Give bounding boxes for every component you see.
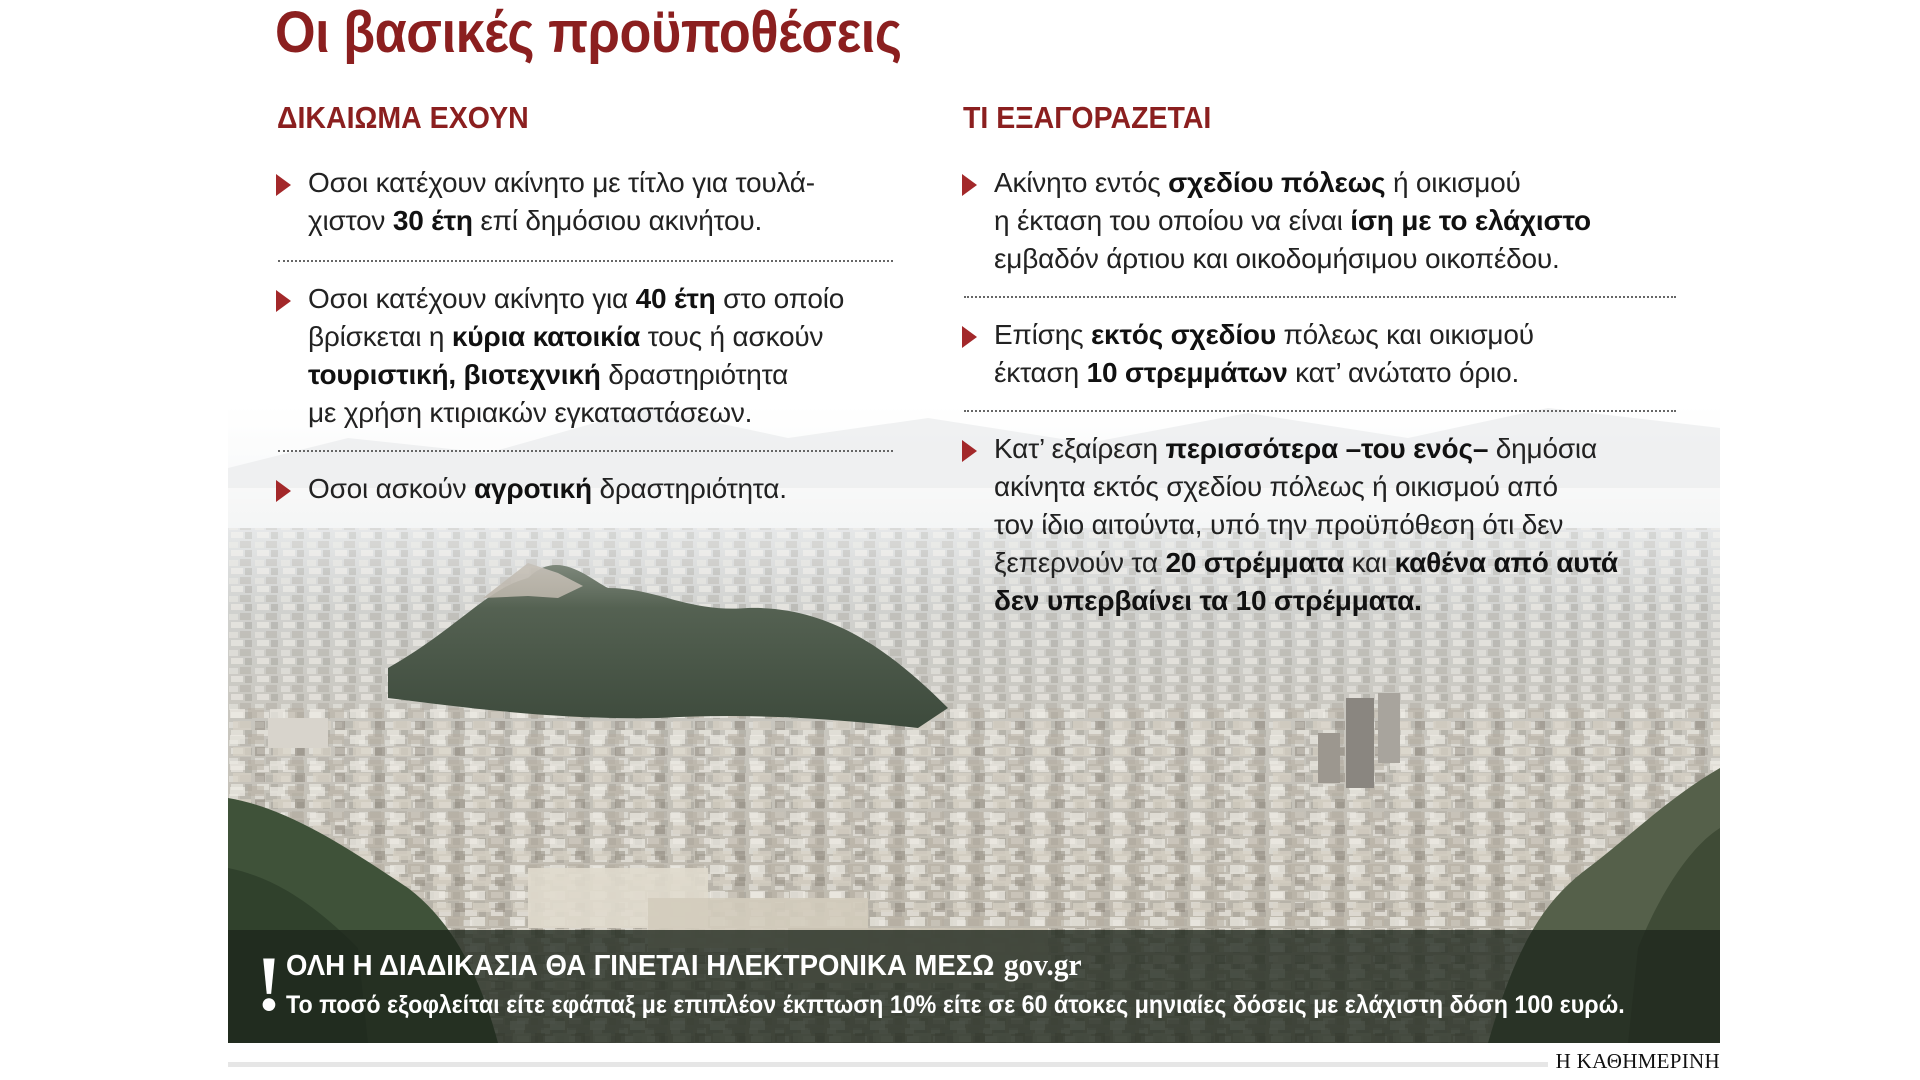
emphasis-text: 20 στρέμματα <box>1165 547 1344 578</box>
eligibility-item <box>308 470 787 508</box>
divider <box>278 450 893 452</box>
item-line <box>308 318 844 356</box>
item-text: χιστον <box>308 205 393 236</box>
item-line <box>994 354 1534 392</box>
item-text: κατ’ ανώτατο όριο. <box>1287 357 1520 388</box>
emphasis-text: 30 έτη <box>392 205 473 236</box>
page-title: Οι βασικές προϋποθέσεις <box>275 0 902 65</box>
item-text: Οσοι ασκούν <box>308 473 475 504</box>
item-text: δημόσια <box>1488 433 1597 464</box>
item-text: Οσοι κατέχουν ακίνητο για <box>308 283 636 314</box>
item-text: στο οποίο <box>715 283 845 314</box>
item-text: βρίσκεται η <box>308 321 452 352</box>
emphasis-text: καθένα από αυτά <box>1394 547 1618 578</box>
bullet-arrow-icon <box>962 174 977 196</box>
emphasis-text: 10 στρεμμάτων <box>1086 357 1288 388</box>
left-column-heading: ΔΙΚΑΙΩΜΑ ΕΧΟΥΝ <box>277 100 529 135</box>
item-text: έκταση <box>994 357 1087 388</box>
bullet-arrow-icon <box>962 440 977 462</box>
item-text: ή οικισμού <box>1385 167 1521 198</box>
item-text: τον ίδιο αιτούντα, υπό την προϋπόθεση ότι δεν <box>994 509 1564 540</box>
emphasis-text: ίση με το ελάχιστο <box>1350 205 1591 236</box>
item-text: ακίνητα εκτός σχεδίου πόλεως ή οικισμού από <box>994 471 1558 502</box>
item-line <box>308 470 787 508</box>
item-line <box>994 202 1591 240</box>
item-line <box>308 280 844 318</box>
item-text: δραστηριότητα. <box>591 473 787 504</box>
footer-rule <box>228 1062 1548 1067</box>
item-text: και <box>1344 547 1395 578</box>
item-text: επί δημόσιου ακινήτου. <box>472 205 763 236</box>
purchasable-item <box>994 430 1618 620</box>
item-line <box>994 506 1618 544</box>
exclamation-icon: ! <box>256 940 282 1027</box>
eligibility-item <box>308 164 815 240</box>
item-text: Ακίνητο εντός <box>994 167 1169 198</box>
info-banner <box>228 930 1720 1043</box>
bullet-arrow-icon <box>276 174 291 196</box>
divider <box>278 260 893 262</box>
banner-headline <box>286 948 1082 983</box>
emphasis-text: περισσότερα –του ενός– <box>1165 433 1489 464</box>
item-line <box>994 316 1534 354</box>
item-text: τους ή ασκούν <box>640 321 824 352</box>
emphasis-text: αγροτική <box>474 473 592 504</box>
emphasis-text: 40 έτη <box>635 283 716 314</box>
eligibility-item <box>308 280 844 432</box>
item-line <box>994 544 1618 582</box>
bullet-arrow-icon <box>276 480 291 502</box>
item-text: εμβαδόν άρτιου και οικοδομήσιμου οικοπέδου. <box>994 243 1560 274</box>
item-line <box>308 394 844 432</box>
item-line <box>994 164 1591 202</box>
purchasable-item <box>994 164 1591 278</box>
purchasable-item <box>994 316 1534 392</box>
item-text: η έκταση του οποίου να είναι <box>994 205 1351 236</box>
item-text: πόλεως και οικισμού <box>1275 319 1534 350</box>
emphasis-text: εκτός σχεδίου <box>1090 319 1276 350</box>
emphasis-text: δεν υπερβαίνει τα 10 στρέμματα. <box>994 585 1422 616</box>
item-text: Επίσης <box>994 319 1091 350</box>
item-text: δραστηριότητα <box>600 359 789 390</box>
publisher-credit: Η ΚΑΘΗΜΕΡΙΝΗ <box>1555 1049 1720 1073</box>
bullet-arrow-icon <box>276 290 291 312</box>
item-text: Κατ’ εξαίρεση <box>994 433 1166 464</box>
item-line <box>994 240 1591 278</box>
emphasis-text: κύρια κατοικία <box>451 321 641 352</box>
item-text: ξεπερνούν τα <box>994 547 1166 578</box>
item-line <box>994 582 1618 620</box>
banner-headline-text: ΟΛΗ Η ΔΙΑΔΙΚΑΣΙΑ ΘΑ ΓΙΝΕΤΑΙ ΗΛΕΚΤΡΟΝΙΚΑ ΜΕΣΩ <box>286 950 995 982</box>
item-line <box>308 356 844 394</box>
emphasis-text: τουριστική, βιοτεχνική <box>308 359 601 390</box>
emphasis-text: σχεδίου πόλεως <box>1168 167 1386 198</box>
divider <box>964 410 1676 412</box>
divider <box>964 296 1676 298</box>
item-line <box>994 430 1618 468</box>
item-line <box>308 164 815 202</box>
item-line <box>994 468 1618 506</box>
item-text: με χρήση κτιριακών εγκαταστάσεων. <box>308 397 753 428</box>
banner-payment-note: Το ποσό εξοφλείται είτε εφάπαξ με επιπλέον έκπτωση 10% είτε σε 60 άτοκες μηνιαίες δόσεις με ελάχιστη δόση 100 ευρώ. <box>286 991 1625 1019</box>
item-text: Οσοι κατέχουν ακίνητο με τίτλο για τουλά- <box>308 167 815 198</box>
right-column-heading: ΤΙ ΕΞΑΓΟΡΑΖΕΤΑΙ <box>963 100 1212 135</box>
gov-gr-site: gov.gr <box>1003 947 1082 982</box>
item-line <box>308 202 815 240</box>
bullet-arrow-icon <box>962 326 977 348</box>
